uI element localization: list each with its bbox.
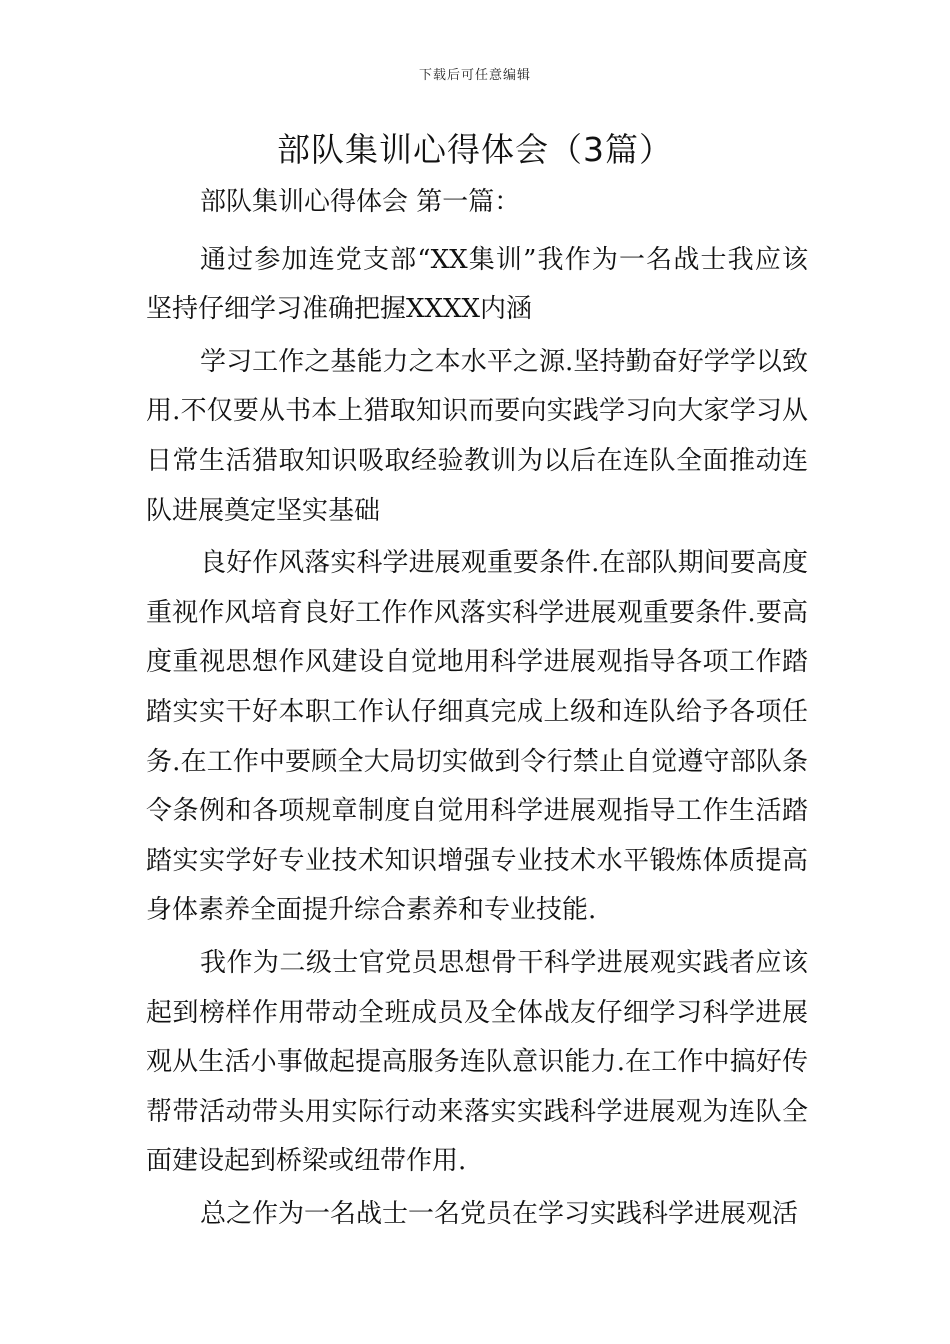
body-paragraph: 良好作风落实科学进展观重要条件.在部队期间要高度重视作风培育良好工作作风落实科学进展观重要条件.要高度重视思想作风建设自觉地用科学进展观指导各项工作踏踏实实干好本职工作认仔细真完成上级和连队给予各项任务.在工作中要顾全大局切实做到令行禁止自觉遵守部队条令条例和各项规章制度自觉用科学进展观指导工作生活踏踏实实学好专业技术知识增强专业技术水平锻炼体质提高身体素养全面提升综合素养和专业技能. — [146, 548, 808, 926]
document-body — [146, 178, 808, 1239]
header-note: 下载后可任意编辑 — [418, 68, 531, 83]
body-paragraph: 总之作为一名战士一名党员在学习实践科学进展观活 — [200, 1198, 799, 1229]
section-heading: 部队集训心得体会 第一篇： — [200, 187, 521, 217]
body-paragraph: 我作为二级士官党员思想骨干科学进展观实践者应该起到榜样作用带动全班成员及全体战友仔细学习科学进展观从生活小事做起提高服务连队意识能力.在工作中搞好传帮带活动带头用实际行动来落实实践科学进展观为连队全面建设起到桥梁或纽带作用. — [146, 947, 808, 1177]
body-paragraph: 通过参加连党支部“XX集训”我作为一名战士我应该坚持仔细学习准确把握XXXX内涵 — [146, 244, 808, 325]
document-title: 部队集训心得体会（3篇） — [277, 130, 673, 169]
body-paragraph: 学习工作之基能力之本水平之源.坚持勤奋好学学以致用.不仅要从书本上猎取知识而要向实践学习向大家学习从日常生活猎取知识吸取经验教训为以后在连队全面推动连队进展奠定坚实基础 — [146, 346, 808, 526]
